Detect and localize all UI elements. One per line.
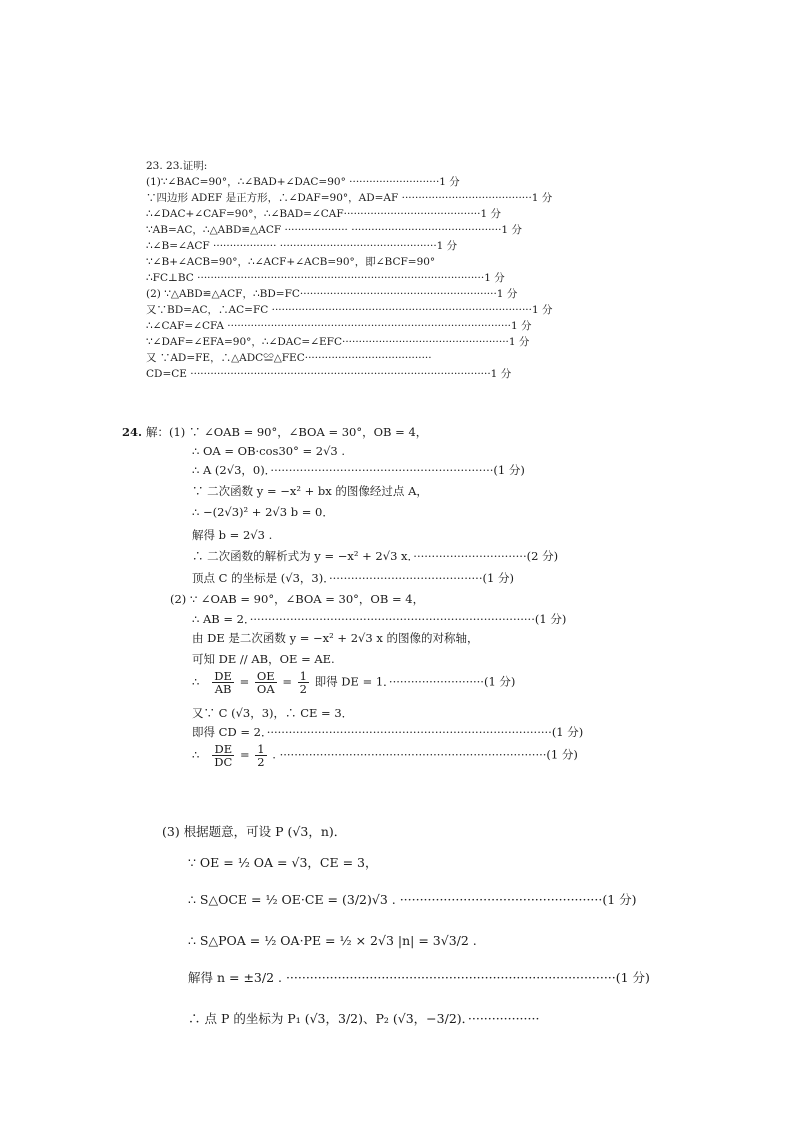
q23-line-1: 23. 23.证明: <box>146 160 208 172</box>
q24-line-7: ∴ 二次函数的解析式为 y = −x² + 2√3 x．·······························(2 分) <box>192 549 559 563</box>
q23-line-12: ∵∠DAF=∠EFA=90°，∴∠DAC=∠EFC··················································1 分 <box>146 336 530 348</box>
q24p3-line-6: ∴ 点 P 的坐标为 P₁ (√3，3/2)、P₂ (√3，−3/2)．·················· <box>188 1011 540 1026</box>
q24-number: 24. <box>122 425 143 439</box>
q23-line-6: ∴∠B=∠ACF ··················· ···············································1 分 <box>146 240 458 252</box>
q24-line-5: ∴ −(2√3)² + 2√3 b = 0． <box>192 505 334 519</box>
q24-line-2: ∴ OA = OB·cos30° = 2√3 . <box>192 444 346 458</box>
q23-line-4: ∴∠DAC+∠CAF=90°，∴∠BAD=∠CAF·········································1 分 <box>146 208 501 220</box>
q24-line-11: 由 DE 是二次函数 y = −x² + 2√3 x 的图像的对称轴， <box>192 631 479 645</box>
q24-line-12: 可知 DE // AB，OE = AE. <box>192 652 335 666</box>
q24-line-4: ∵ 二次函数 y = −x² + bx 的图像经过点 A， <box>192 484 428 498</box>
q23-line-11: ∴∠CAF=∠CFA ·····················································································1 分 <box>146 320 532 332</box>
q24-line-13: 即得 DE = 1．··························(1 分) <box>314 674 516 689</box>
q23-line-8: ∴FC⊥BC ······················································································1 分 <box>146 272 505 284</box>
therefore-symbol: ∴ <box>192 747 200 762</box>
q24-line-15: 即得 CD = 2．··············································································(1 分) <box>192 725 584 739</box>
q24-line-14: 又∵ C (√3，3)，∴ CE = 3． <box>192 706 354 720</box>
q24-line-6: 解得 b = 2√3 . <box>192 528 273 542</box>
fraction-de-dc: $\frac{DE}{DC}$ <box>214 742 233 770</box>
q24p3-line-4: ∴ S△POA = ½ OA·PE = ½ × 2√3 |n| = 3√3/2 . <box>188 933 477 948</box>
q24p3-line-3: ∴ S△OCE = ½ OE·CE = (3/2)√3 . ···················································(1 分) <box>188 892 637 907</box>
therefore-symbol: ∴ <box>192 674 200 689</box>
q23-line-7: ∵∠B+∠ACB=90°，∴∠ACF+∠ACB=90°，即∠BCF=90° <box>146 256 436 268</box>
q24-line-16: ·········································································(1 分) <box>279 747 578 762</box>
q24-line-3: ∴ A (2√3，0)．·····························································(1 分) <box>192 463 525 477</box>
q24-line-10: ∴ AB = 2．··············································································(1 分) <box>192 612 567 626</box>
q23-line-2: (1)∵∠BAC=90°，∴∠BAD+∠DAC=90° ···························1 分 <box>146 176 460 188</box>
q24p3-line-1: (3) 根据题意，可设 P (√3，n)． <box>162 824 347 839</box>
fraction-one-half: $\frac{1}{2}$ <box>299 669 307 697</box>
q24p3-line-5: 解得 n = ±3/2 . ···················································································(1 分) <box>188 970 650 985</box>
q24p3-line-2: ∵ OE = ½ OA = √3，CE = 3， <box>188 855 378 870</box>
fraction-one-half-2: $\frac{1}{2}$ <box>257 742 265 770</box>
q23-line-13: 又 ∵AD=FE，∴△ADC≌△FEC······································ <box>146 352 432 364</box>
fraction-oe-oa: $\frac{OE}{OA}$ <box>256 669 275 697</box>
q23-line-9: (2) ∵△ABD≌△ACF，∴BD=FC···························································1 分 <box>146 288 518 300</box>
q24-fraction-line-1: ∴ $\frac{DE}{AB}$ = $\frac{OE}{OA}$ = $\frac{1}{2}$ 即得 DE = 1．··························(1 分) <box>192 669 516 697</box>
q23-line-5: ∵AB=AC，∴△ABD≌△ACF ··················· ·············································1 分 <box>146 224 522 236</box>
fraction-de-ab: $\frac{DE}{AB}$ <box>214 669 232 697</box>
q24-fraction-line-2: ∴ $\frac{DE}{DC}$ = $\frac{1}{2}$ . ·········································································(1 分) <box>192 742 578 770</box>
q24-line-8: 顶点 C 的坐标是 (√3，3)．··········································(1 分) <box>192 571 514 585</box>
q24-line-9: (2) ∵ ∠OAB = 90°，∠BOA = 30°，OB = 4， <box>170 592 425 606</box>
q24-line-1: 解：(1) ∵ ∠OAB = 90°，∠BOA = 30°，OB = 4， <box>146 425 428 439</box>
q23-line-3: ∵四边形 ADEF 是正方形，∴∠DAF=90°，AD=AF ·······································1 分 <box>146 192 553 204</box>
q23-line-10: 又∵BD=AC，∴AC=FC ··············································································1 分 <box>146 304 553 316</box>
q23-line-14: CD=CE ··························································································1 分 <box>146 368 512 380</box>
